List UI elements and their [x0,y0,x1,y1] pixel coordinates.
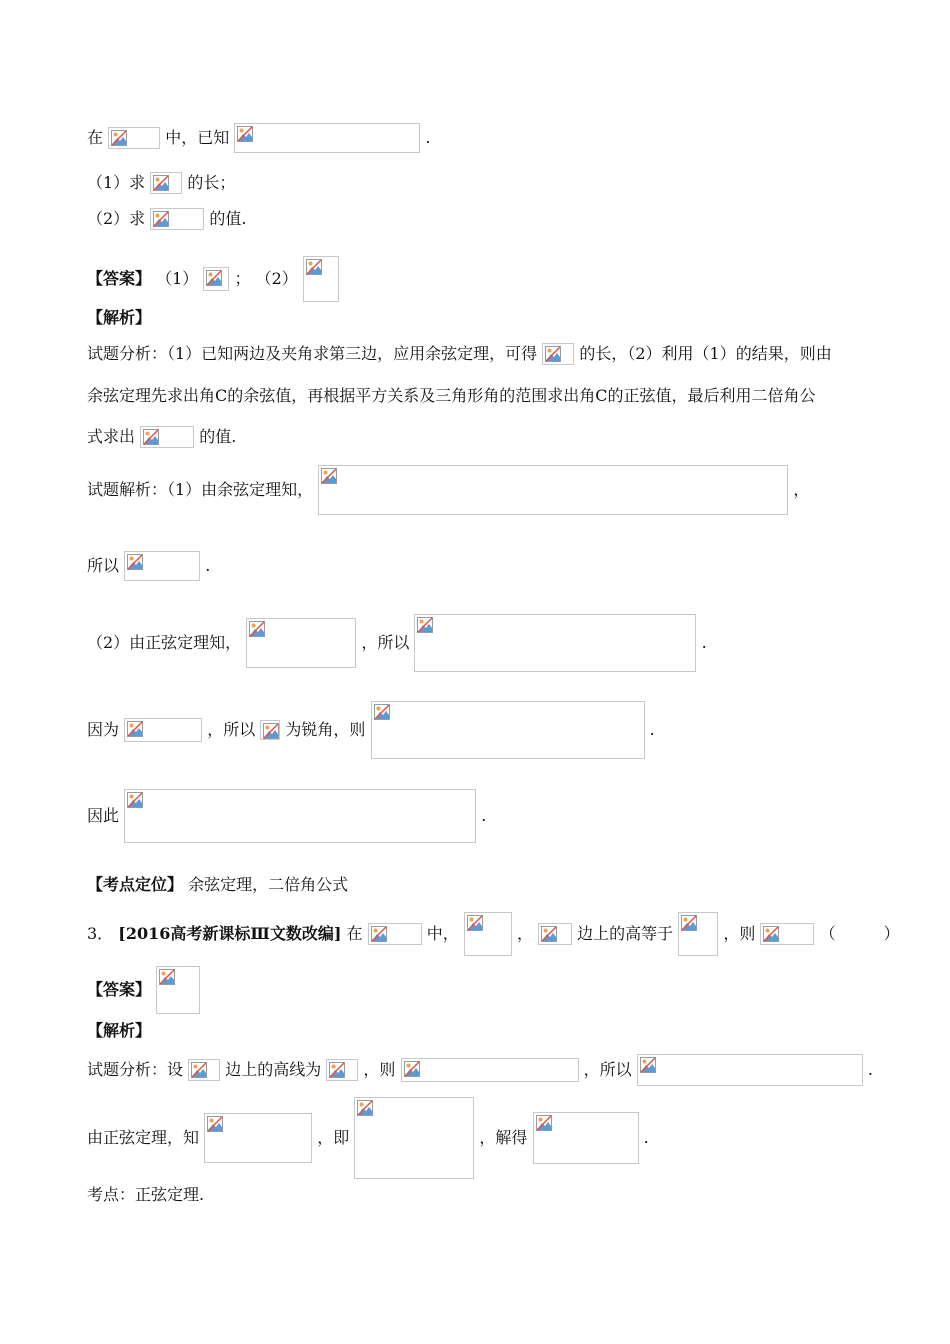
broken-image-icon [263,723,279,739]
formula-image [637,1054,863,1086]
text: 试题分析：设 [87,1060,184,1079]
text: . [701,633,707,652]
solution-line-2 [87,551,210,591]
text: . [481,806,487,825]
solution-line-3 [87,614,707,674]
text: 边上的高线为 [225,1060,322,1079]
kaodian-label: 【考点定位】 [87,874,184,894]
formula-image [401,1058,579,1082]
text: 的值. [209,209,247,228]
broken-image-icon [127,792,143,808]
formula-image [108,127,160,149]
text: 为锐角，则 [285,720,366,739]
broken-image-icon [153,175,169,191]
broken-image-icon [143,429,159,445]
text: . [425,128,431,147]
broken-image-icon [207,1116,223,1132]
text: ，即 [317,1128,350,1147]
sub-question-1 [87,172,235,204]
formula-image [542,343,574,365]
text: 式求出 [87,427,136,446]
formula-image [464,912,512,956]
formula-image [124,789,476,843]
text: （2）求 [87,209,146,228]
analysis-line-2 [87,385,816,417]
broken-image-icon [159,969,175,985]
broken-image-icon [681,915,697,931]
kaodian-line [87,874,348,906]
analysis-label [87,307,151,339]
text: ， [793,480,810,499]
text: 【解析】 [87,307,152,327]
text: （ ） [819,924,900,943]
formula-image [368,923,422,945]
answer-label: 【答案】 [87,269,152,288]
text: ，则 [723,924,756,943]
text: 余弦定理先求出角C的余弦值，再根据平方关系及三角形角的范围求出角C的正弦值，最后利用二倍角公 [87,385,816,405]
text: . [643,1128,649,1147]
formula-image [678,912,718,956]
text: ，则 [363,1060,396,1079]
analysis-label-q3 [87,1020,151,1052]
text: 在 [346,924,363,943]
broken-image-icon [206,270,222,286]
analysis-line-q3 [87,1054,873,1090]
formula-image [533,1112,639,1164]
problem-statement [87,123,431,155]
formula-image [260,720,280,740]
text: 余弦定理，二倍角公式 [188,874,349,894]
text: ，所以 [583,1060,632,1079]
text: ，所以 [361,633,410,652]
formula-image [203,267,229,291]
kaodian-line-q3 [87,1184,204,1216]
text: 边上的高等于 [577,924,674,943]
text: （2） [255,269,298,288]
text: 所以 [87,556,120,575]
broken-image-icon [306,259,322,275]
broken-image-icon [249,621,265,637]
text: . [649,720,655,739]
formula-image [318,465,788,515]
broken-image-icon [536,1115,552,1131]
text: ， [516,924,533,943]
text: （2）由正弦定理知， [87,633,242,652]
formula-image [204,1113,312,1163]
text: （1） [156,269,199,288]
text: ； [234,269,251,288]
formula-image [760,923,814,945]
formula-image [354,1097,474,1179]
text: （1）求 [87,173,146,192]
formula-image [150,172,182,194]
broken-image-icon [371,926,387,942]
text: 的值. [199,427,237,446]
sub-question-2 [87,208,246,240]
formula-image [538,923,572,945]
text: 试题解析：（1）由余弦定理知， [87,480,314,499]
formula-image [234,123,420,153]
question-source: [2016高考新课标Ⅲ文数改编] [118,924,342,943]
solution-line-5 [87,789,486,845]
formula-image [140,426,194,448]
text: 试题分析：（1）已知两边及夹角求第三边，应用余弦定理，可得 [87,344,538,363]
text: 在 [87,128,104,147]
broken-image-icon [127,554,143,570]
broken-image-icon [404,1061,420,1077]
text: 因为 [87,720,120,739]
answer-label: 【答案】 [87,980,152,999]
answer-line-q3 [87,966,200,1018]
text: 【解析】 [87,1020,152,1040]
broken-image-icon [237,126,253,142]
formula-image [156,966,200,1014]
formula-image [246,618,356,668]
broken-image-icon [417,617,433,633]
analysis-line-3 [87,426,236,458]
formula-image [326,1059,358,1081]
broken-image-icon [467,915,483,931]
text: . [205,556,211,575]
broken-image-icon [321,468,337,484]
solution-line-1 [87,465,809,517]
analysis-line-1 [87,343,832,375]
answer-line [87,256,339,300]
formula-image [371,701,645,759]
question-number: 3． [87,924,114,943]
broken-image-icon [111,130,127,146]
text: 的长，（2）利用（1）的结果，则由 [579,344,832,363]
text: 因此 [87,806,120,825]
broken-image-icon [541,926,557,942]
text: ，所以 [207,720,256,739]
broken-image-icon [127,721,143,737]
question-3 [87,912,900,958]
text: 的长； [187,173,236,192]
broken-image-icon [329,1062,345,1078]
text: ，解得 [479,1128,528,1147]
text: 中，已知 [165,128,230,147]
solution-line-4 [87,701,655,761]
formula-image [124,551,200,581]
broken-image-icon [374,704,390,720]
broken-image-icon [763,926,779,942]
broken-image-icon [153,211,169,227]
formula-image [124,718,202,742]
formula-image [150,208,204,230]
text: 中， [426,924,459,943]
broken-image-icon [640,1057,656,1073]
broken-image-icon [357,1100,373,1116]
formula-image [188,1059,220,1081]
text: 由正弦定理，知 [87,1128,200,1147]
sine-rule-line [87,1097,649,1181]
text: . [867,1060,873,1079]
broken-image-icon [545,346,561,362]
formula-image [414,614,696,672]
formula-image [303,256,339,302]
text: 考点：正弦定理. [87,1184,205,1204]
broken-image-icon [191,1062,207,1078]
